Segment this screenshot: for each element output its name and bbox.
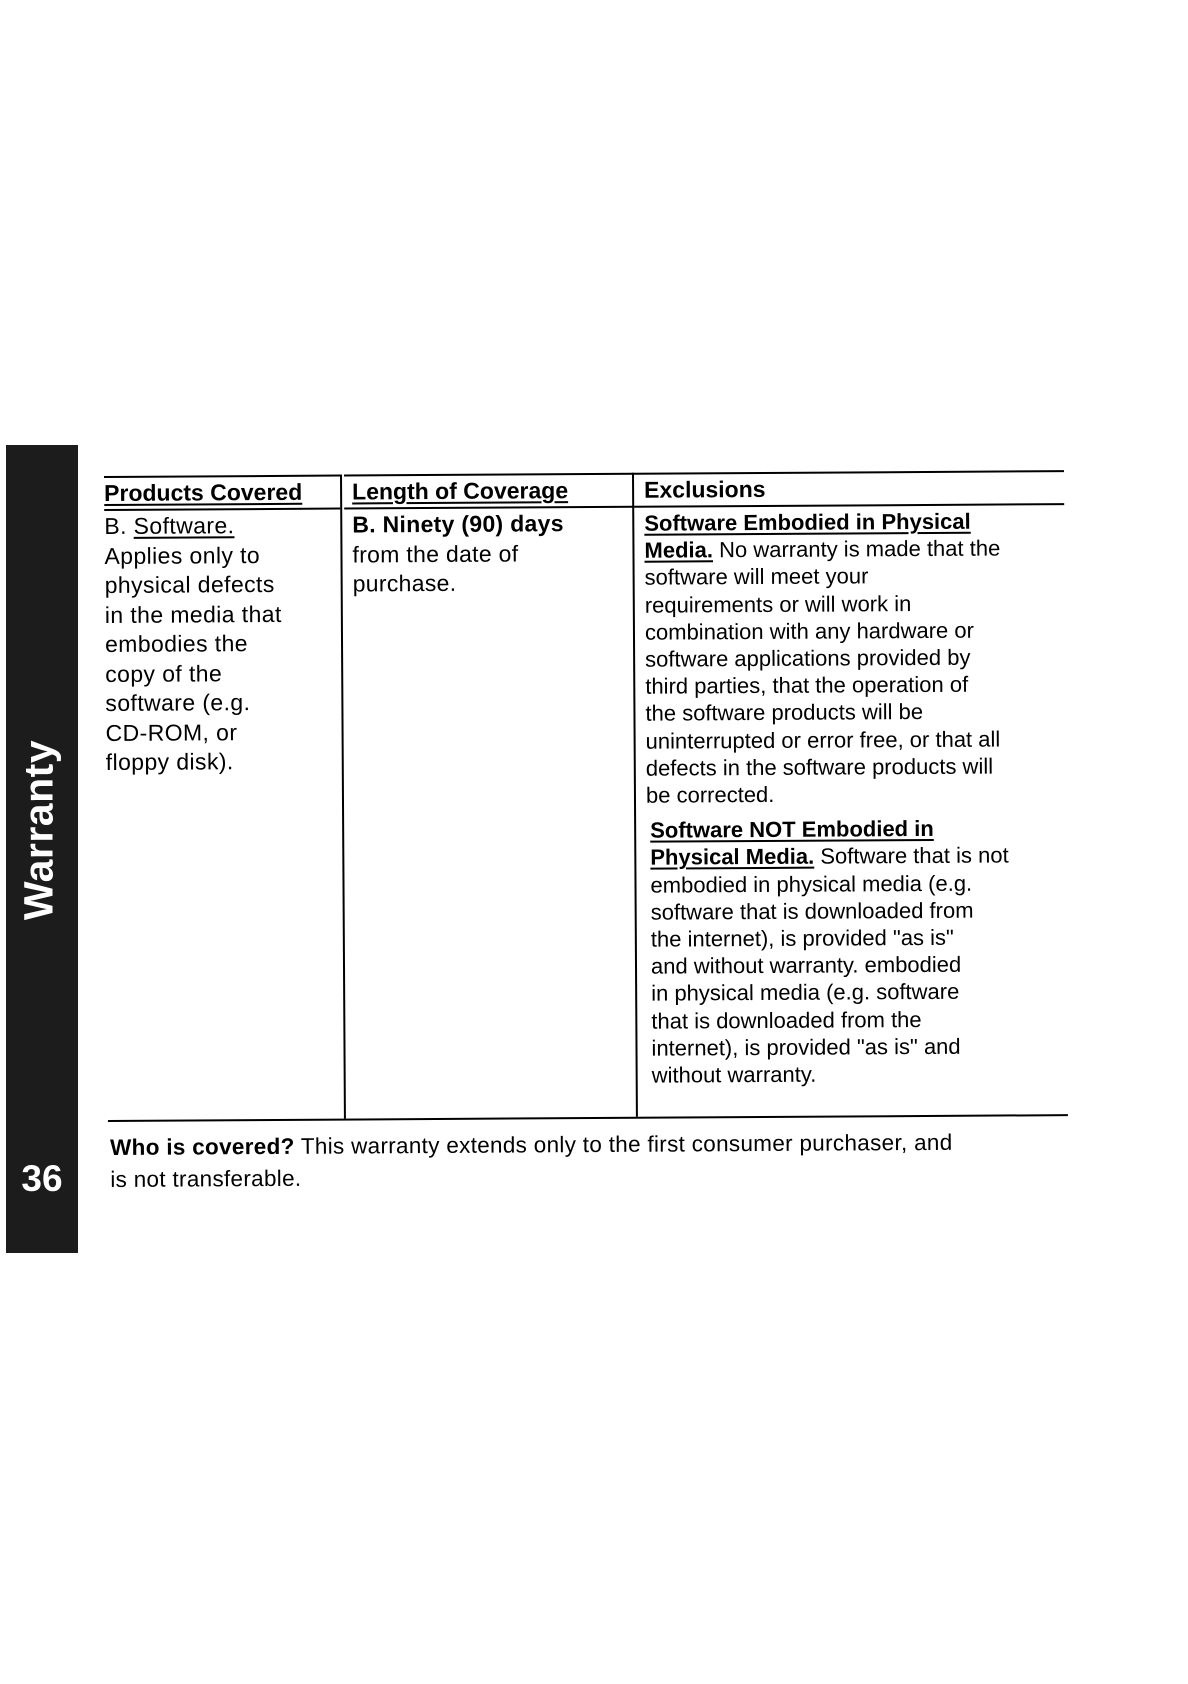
exclusion-line: in physical media (e.g. software <box>651 979 960 1007</box>
exclusion-physical-media <box>644 507 1066 809</box>
product-line: physical defects <box>104 570 275 598</box>
product-line: floppy disk). <box>105 748 234 775</box>
products-covered-header: Products Covered <box>104 475 340 511</box>
exclusion-line: without warranty. <box>651 1061 817 1088</box>
coverage-body <box>344 508 635 599</box>
exclusion-line: internet), is provided "as is" and <box>651 1033 961 1061</box>
exclusion-line: software applications provided by <box>645 644 971 672</box>
product-line: in the media that <box>104 600 282 628</box>
warranty-page <box>104 470 1068 1196</box>
product-prefix: B. <box>104 512 127 539</box>
exclusions-body <box>634 505 1068 1089</box>
exclusion-line: third parties, that the operation of <box>645 671 969 699</box>
coverage-column <box>344 473 635 599</box>
exclusion-line: and without warranty. embodied <box>650 952 962 979</box>
exclusion-line: requirements or will work in <box>644 590 912 618</box>
products-covered-body <box>104 510 342 778</box>
exclusion-line: be corrected. <box>645 781 775 808</box>
product-line: copy of the <box>105 659 223 687</box>
product-line: Applies only to <box>104 541 261 569</box>
exclusion-line: that is downloaded from the <box>651 1006 922 1034</box>
exclusion-non-physical-media <box>646 814 1068 1089</box>
exclusion-line: defects in the software products will <box>645 753 994 781</box>
coverage-line: from the date of <box>352 539 519 567</box>
product-line: embodies the <box>104 630 248 657</box>
exclusion-line: uninterrupted or error free, or that all <box>645 726 1001 754</box>
exclusion-heading: Software NOT Embodied in <box>650 816 934 843</box>
exclusion-text: Software that is not <box>820 842 1009 870</box>
products-column <box>104 475 342 778</box>
product-title: Software. <box>133 512 235 539</box>
exclusion-line: embodied in physical media (e.g. <box>650 870 973 898</box>
side-tab-label: Warranty <box>15 739 62 921</box>
exclusion-line: the internet), is provided "as is" <box>650 924 954 952</box>
product-line: CD-ROM, or <box>105 718 238 746</box>
coverage-line: purchase. <box>352 569 457 597</box>
who-is-covered-text: This warranty extends only to the first consumer purchaser, and <box>300 1129 953 1159</box>
exclusion-line: software that is downloaded from <box>650 897 974 925</box>
table-bottom-rule <box>108 1114 1068 1122</box>
coverage-title: B. Ninety (90) days <box>352 510 564 538</box>
product-line: software (e.g. <box>105 689 251 716</box>
exclusion-heading: Software Embodied in Physical <box>644 508 971 536</box>
page-number: 36 <box>21 1158 63 1199</box>
exclusions-header: Exclusions <box>634 470 1064 508</box>
exclusions-column <box>634 470 1068 1089</box>
exclusion-line: combination with any hardware or <box>644 617 974 645</box>
exclusion-line: software will meet your <box>644 563 869 591</box>
exclusion-heading: Media. <box>644 537 714 563</box>
exclusion-heading: Physical Media. <box>650 844 815 871</box>
length-of-coverage-header: Length of Coverage <box>344 473 634 510</box>
who-is-covered <box>110 1126 1070 1196</box>
who-is-covered-text: is not transferable. <box>110 1165 302 1192</box>
who-is-covered-label: Who is covered? <box>110 1133 295 1160</box>
exclusion-text: No warranty is made that the <box>718 535 1001 563</box>
exclusion-line: the software products will be <box>645 699 924 727</box>
